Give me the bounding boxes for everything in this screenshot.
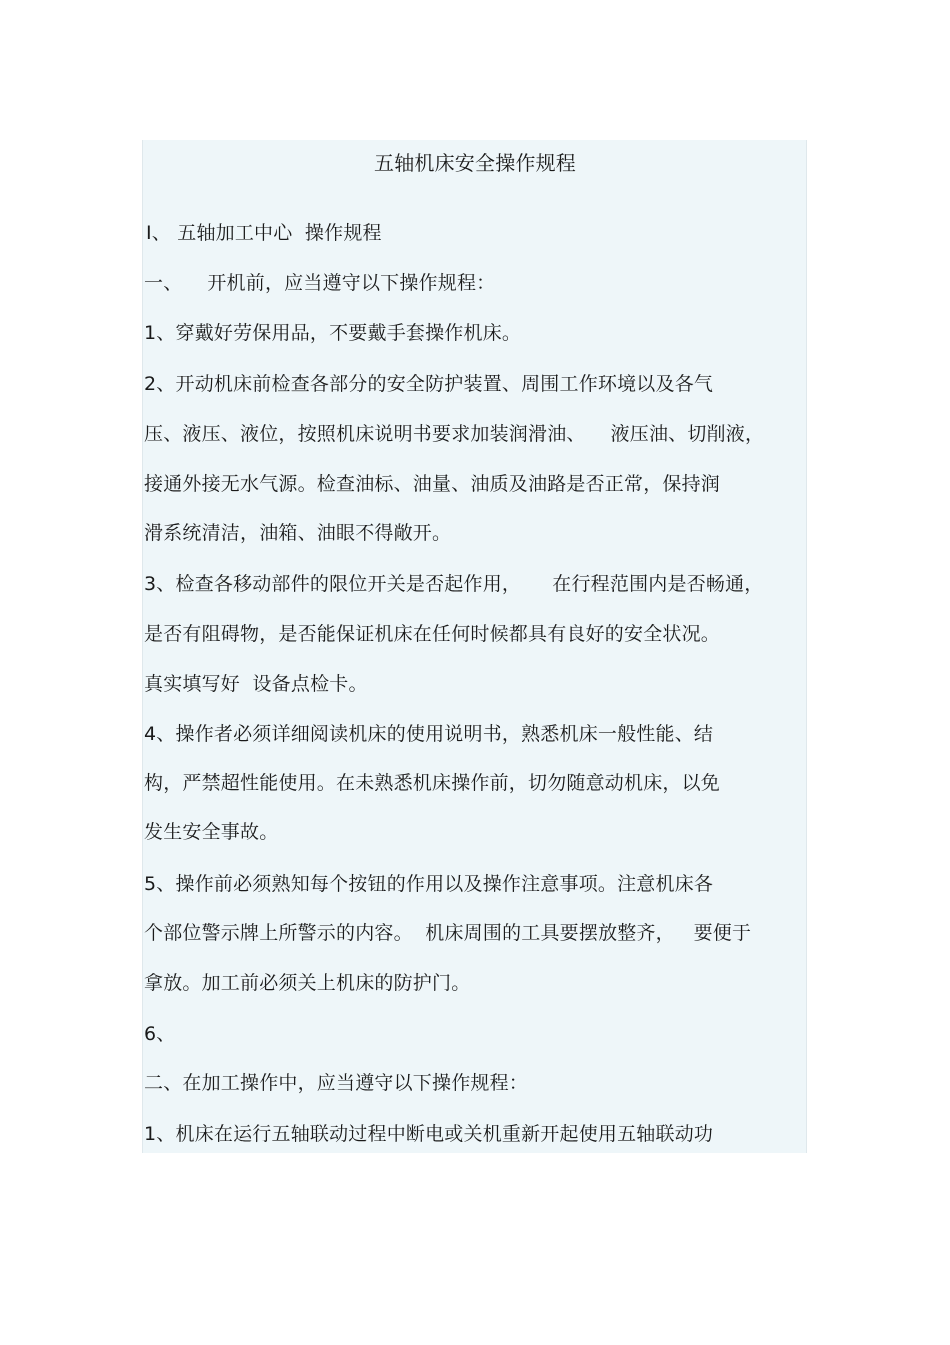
paragraph-line: 滑系统清洁，油箱、油眼不得敞开。 [144, 522, 452, 544]
paragraph-line: 个部位警示牌上所警示的内容。 机床周围的工具要摆放整齐， 要便于 [144, 922, 752, 944]
paragraph-line: 1、机床在运行五轴联动过程中断电或关机重新开起使用五轴联动功 [144, 1123, 714, 1145]
paragraph-line: 4、操作者必须详细阅读机床的使用说明书，熟悉机床一般性能、结 [144, 723, 714, 745]
paragraph-line: 3、检查各移动部件的限位开关是否起作用， 在行程范围内是否畅通， [144, 573, 764, 595]
paragraph-line: 拿放。加工前必须关上机床的防护门。 [144, 972, 471, 994]
paragraph-line: 5、操作前必须熟知每个按钮的作用以及操作注意事项。注意机床各 [144, 873, 714, 895]
paragraph-line: 发生安全事故。 [144, 821, 279, 843]
paragraph-line: 是否有阻碍物，是否能保证机床在任何时候都具有良好的安全状况。 [144, 623, 721, 645]
paragraph-line: 2、开动机床前检查各部分的安全防护装置、周围工作环境以及各气 [144, 373, 714, 395]
section-heading-roman: Ⅰ、 五轴加工中心 操作规程 [146, 222, 382, 244]
document-title: 五轴机床安全操作规程 [374, 151, 576, 175]
section-heading-before-start: 一、 开机前，应当遵守以下操作规程： [144, 272, 496, 294]
section-heading-during-operation: 二、在加工操作中，应当遵守以下操作规程： [144, 1072, 529, 1094]
paragraph-line: 接通外接无水气源。检查油标、油量、油质及油路是否正常，保持润 [144, 473, 721, 495]
paragraph-line: 6、 [144, 1023, 176, 1045]
paragraph-line: 1、穿戴好劳保用品，不要戴手套操作机床。 [144, 322, 522, 344]
paragraph-line: 构，严禁超性能使用。在未熟悉机床操作前，切勿随意动机床，以免 [144, 772, 721, 794]
paragraph-line: 压、液压、液位，按照机床说明书要求加装润滑油、 液压油、切削液， [144, 423, 765, 445]
paragraph-line: 真实填写好 设备点检卡。 [144, 673, 368, 695]
